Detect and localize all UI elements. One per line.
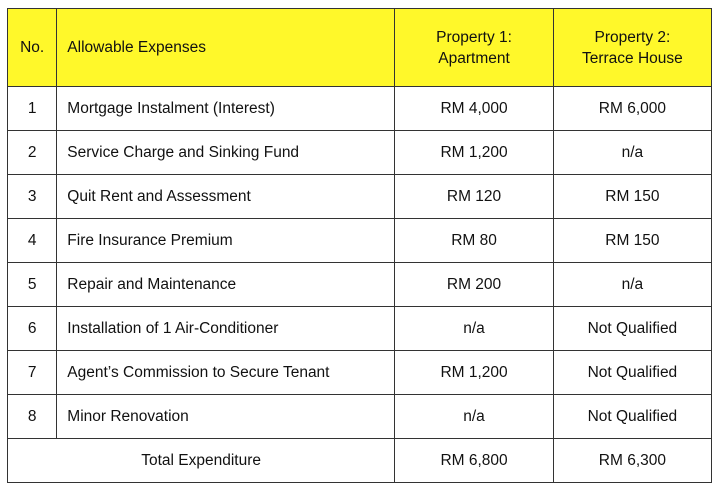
total-property-2: RM 6,300	[553, 439, 711, 483]
table-row	[8, 307, 712, 351]
property-1-amount: n/a	[395, 307, 553, 351]
expense-name: Fire Insurance Premium	[57, 219, 395, 263]
header-property-2	[553, 9, 711, 87]
row-number: 1	[8, 87, 57, 131]
total-property-1: RM 6,800	[395, 439, 553, 483]
total-row	[8, 439, 712, 483]
expense-name: Minor Renovation	[57, 395, 395, 439]
header-property-1-title: Property 1:	[436, 28, 512, 46]
row-number: 5	[8, 263, 57, 307]
property-1-amount: RM 1,200	[395, 351, 553, 395]
header-no: No.	[8, 9, 57, 87]
row-number: 7	[8, 351, 57, 395]
property-1-amount: RM 1,200	[395, 131, 553, 175]
row-number: 6	[8, 307, 57, 351]
property-2-amount: RM 150	[553, 175, 711, 219]
total-expenditure-label: Total Expenditure	[8, 439, 395, 483]
expense-name: Quit Rent and Assessment	[57, 175, 395, 219]
property-1-amount: n/a	[395, 395, 553, 439]
property-2-amount: Not Qualified	[553, 395, 711, 439]
header-property-1	[395, 9, 553, 87]
table-row	[8, 395, 712, 439]
header-property-2-type: Terrace House	[581, 49, 683, 67]
expense-name: Service Charge and Sinking Fund	[57, 131, 395, 175]
table-row	[8, 131, 712, 175]
expense-name: Repair and Maintenance	[57, 263, 395, 307]
table-row	[8, 175, 712, 219]
row-number: 2	[8, 131, 57, 175]
table-row	[8, 351, 712, 395]
property-2-amount: n/a	[553, 263, 711, 307]
property-2-amount: n/a	[553, 131, 711, 175]
header-row	[8, 9, 712, 87]
property-1-amount: RM 120	[395, 175, 553, 219]
expense-name: Mortgage Instalment (Interest)	[57, 87, 395, 131]
row-number: 3	[8, 175, 57, 219]
property-2-amount: RM 6,000	[553, 87, 711, 131]
property-2-amount: Not Qualified	[553, 307, 711, 351]
property-1-amount: RM 4,000	[395, 87, 553, 131]
allowable-expenses-table	[7, 8, 712, 483]
row-number: 8	[8, 395, 57, 439]
table-row	[8, 263, 712, 307]
property-1-amount: RM 200	[395, 263, 553, 307]
table-header	[8, 9, 712, 87]
expense-name: Installation of 1 Air-Conditioner	[57, 307, 395, 351]
property-1-amount: RM 80	[395, 219, 553, 263]
table-row	[8, 87, 712, 131]
header-property-2-title: Property 2:	[594, 28, 671, 46]
header-property-1-type: Apartment	[438, 49, 510, 67]
property-2-amount: Not Qualified	[553, 351, 711, 395]
row-number: 4	[8, 219, 57, 263]
expense-name: Agent’s Commission to Secure Tenant	[57, 351, 395, 395]
header-allowable-expenses: Allowable Expenses	[57, 9, 395, 87]
property-2-amount: RM 150	[553, 219, 711, 263]
table-row	[8, 219, 712, 263]
table-body	[8, 87, 712, 483]
